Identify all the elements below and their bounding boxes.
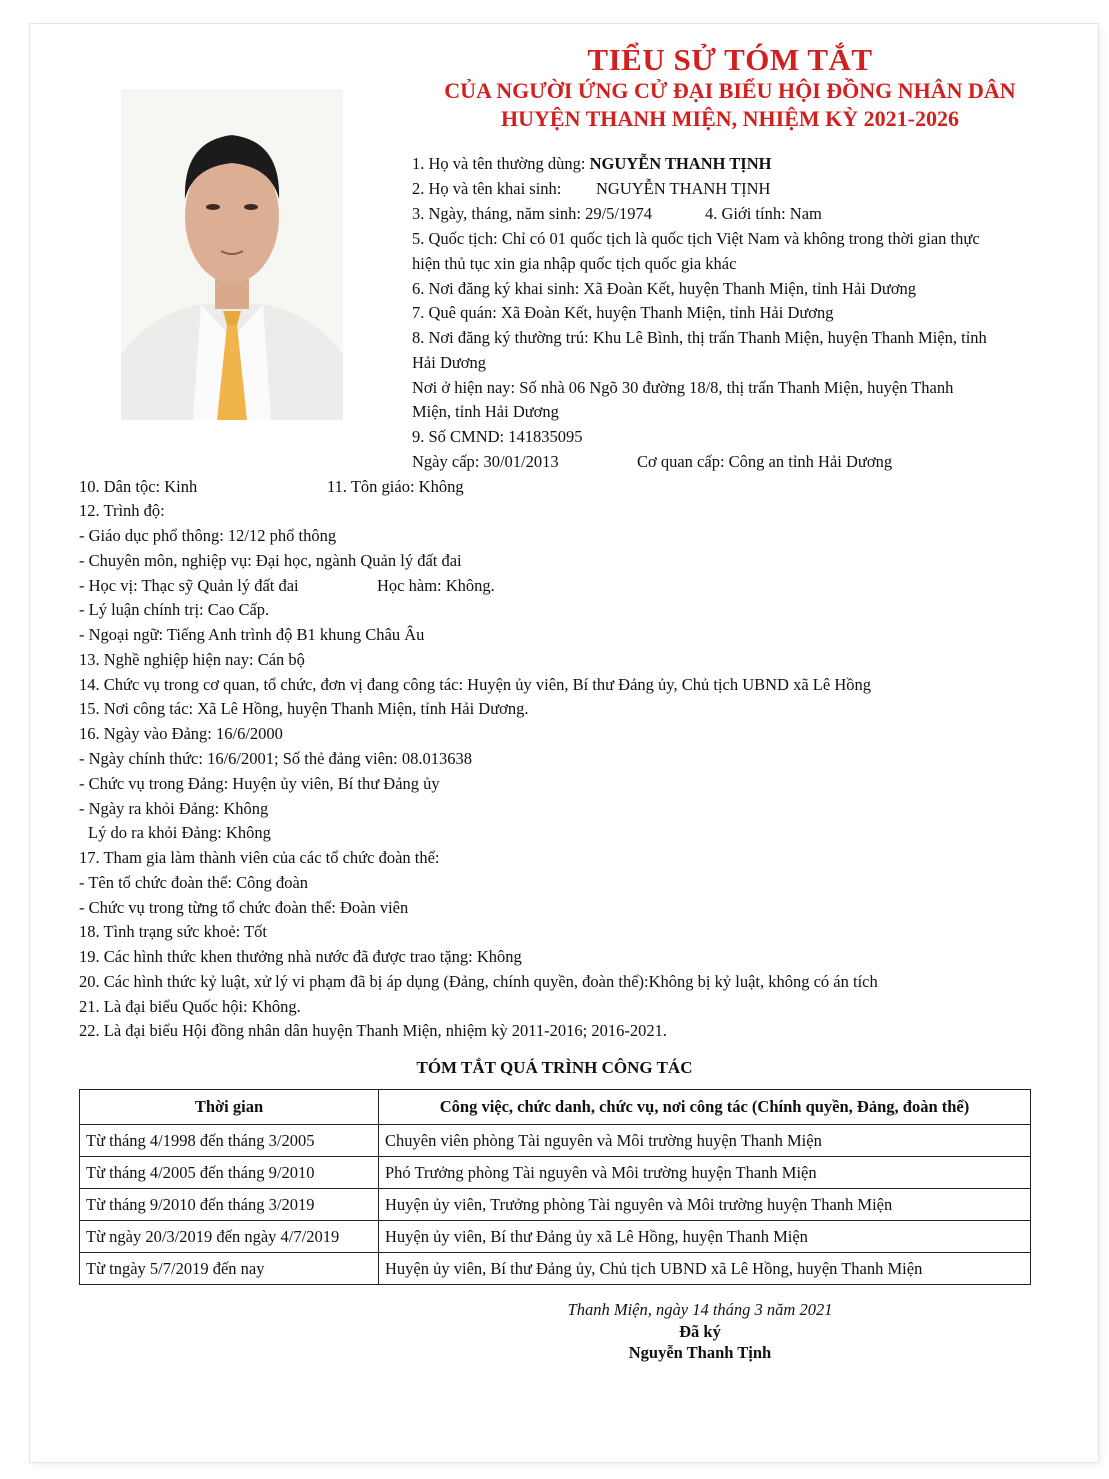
field-current-address: Nơi ở hiện nay: Số nhà 06 Ngõ 30 đường 18/8, thị trấn Thanh Miện, huyện Thanh xyxy=(412,378,954,397)
field-id-date: Ngày cấp: 30/01/2013 xyxy=(412,452,559,471)
field-degree: - Học vị: Thạc sỹ Quản lý đất đai xyxy=(79,576,299,595)
field-workplace: 15. Nơi công tác: Xã Lê Hồng, huyện Thanh Miện, tỉnh Hải Dương. xyxy=(79,699,529,718)
field-political-theory: - Lý luận chính trị: Cao Cấp. xyxy=(79,600,270,619)
document-subtitle: CỦA NGƯỜI ỨNG CỬ ĐẠI BIỂU HỘI ĐỒNG NHÂN DÂN xyxy=(444,78,1016,103)
table-cell-time: Từ tháng 4/2005 đến tháng 9/2010 xyxy=(80,1157,379,1189)
field-academic-title: Học hàm: Không. xyxy=(377,576,495,595)
field-council-member: 22. Là đại biểu Hội đồng nhân dân huyện Thanh Miện, nhiệm kỳ 2011-2016; 2016-2021. xyxy=(79,1021,667,1040)
field-value: NGUYỄN THANH TỊNH xyxy=(589,154,772,173)
field-label: 1. Họ và tên thường dùng: xyxy=(412,154,590,173)
field-party-date: 16. Ngày vào Đảng: 16/6/2000 xyxy=(79,724,283,743)
field-id-number: 9. Số CMND: 141835095 xyxy=(412,427,583,446)
field-education-heading: 12. Trình độ: xyxy=(79,501,165,520)
field-birthdate: 3. Ngày, tháng, năm sinh: 29/5/1974 xyxy=(412,204,652,223)
field-party-position: - Chức vụ trong Đảng: Huyện ủy viên, Bí thư Đảng ủy xyxy=(79,774,440,793)
field-permanent-address-cont: Hải Dương xyxy=(412,353,487,372)
field-professional: - Chuyên môn, nghiệp vụ: Đại học, ngành Quản lý đất đai xyxy=(79,551,462,570)
table-header-time: Thời gian xyxy=(80,1090,379,1125)
table-cell-time: Từ tháng 4/1998 đến tháng 3/2005 xyxy=(80,1125,379,1157)
table-cell-description: Huyện ủy viên, Trưởng phòng Tài nguyên và Môi trường huyện Thanh Miện xyxy=(379,1189,1031,1221)
field-discipline: 20. Các hình thức kỷ luật, xử lý vi phạm đã bị áp dụng (Đảng, chính quyền, đoàn thể):Không bị kỷ luật, không có án tích xyxy=(79,972,878,991)
field-nationality: 5. Quốc tịch: Chỉ có 01 quốc tịch là quốc tịch Việt Nam và không trong thời gian thực xyxy=(412,229,980,248)
field-permanent-address: 8. Nơi đăng ký thường trú: Khu Lê Bình, thị trấn Thanh Miện, huyện Thanh Miện, tỉnh xyxy=(412,328,987,347)
field-party-leave-date: - Ngày ra khỏi Đảng: Không xyxy=(79,799,269,818)
table-cell-description: Huyện ủy viên, Bí thư Đảng ủy, Chủ tịch UBND xã Lê Hồng, huyện Thanh Miện xyxy=(379,1253,1031,1285)
field-organizations: 17. Tham gia làm thành viên của các tổ chức đoàn thể: xyxy=(79,848,440,867)
table-cell-time: Từ tngày 5/7/2019 đến nay xyxy=(80,1253,379,1285)
field-general-education: - Giáo dục phổ thông: 12/12 phổ thông xyxy=(79,526,337,545)
signature-signed: Đã ký xyxy=(679,1322,721,1341)
field-birth-registration: 6. Nơi đăng ký khai sinh: Xã Đoàn Kết, huyện Thanh Miện, tỉnh Hải Dương xyxy=(412,279,917,298)
document-subtitle-2: HUYỆN THANH MIỆN, NHIỆM KỲ 2021-2026 xyxy=(501,106,959,131)
field-position: 14. Chức vụ trong cơ quan, tổ chức, đơn vị đang công tác: Huyện ủy viên, Bí thư Đảng ủy, Chủ tịch UBND xã Lê Hồng xyxy=(79,675,871,694)
field-party-official: - Ngày chính thức: 16/6/2001; Số thẻ đảng viên: 08.013638 xyxy=(79,749,472,768)
table-cell-description: Phó Trưởng phòng Tài nguyên và Môi trường huyện Thanh Miện xyxy=(379,1157,1031,1189)
field-birth-name-value: NGUYỄN THANH TỊNH xyxy=(596,179,771,198)
field-common-name xyxy=(412,154,771,174)
table-cell-time: Từ tháng 9/2010 đến tháng 3/2019 xyxy=(80,1189,379,1221)
table-cell-description: Chuyên viên phòng Tài nguyên và Môi trường huyện Thanh Miện xyxy=(379,1125,1031,1157)
document-title: TIỂU SỬ TÓM TẮT xyxy=(587,42,873,77)
work-history-heading: TÓM TẮT QUÁ TRÌNH CÔNG TÁC xyxy=(416,1058,693,1077)
field-organization-position: - Chức vụ trong từng tổ chức đoàn thể: Đoàn viên xyxy=(79,898,409,917)
table-row xyxy=(80,1189,1031,1221)
field-hometown: 7. Quê quán: Xã Đoàn Kết, huyện Thanh Miện, tỉnh Hải Dương xyxy=(412,303,834,322)
field-birth-name-label: 2. Họ và tên khai sinh: xyxy=(412,179,562,198)
table-row xyxy=(80,1253,1031,1285)
field-occupation: 13. Nghề nghiệp hiện nay: Cán bộ xyxy=(79,650,305,669)
field-awards: 19. Các hình thức khen thưởng nhà nước đã được trao tặng: Không xyxy=(79,947,522,966)
table-row xyxy=(80,1125,1031,1157)
table-row xyxy=(80,1221,1031,1253)
field-current-address-cont: Miện, tỉnh Hải Dương xyxy=(412,402,559,421)
portrait-photo xyxy=(121,89,343,420)
field-religion: 11. Tôn giáo: Không xyxy=(327,477,464,496)
signature-name: Nguyễn Thanh Tịnh xyxy=(628,1343,772,1362)
field-ethnicity: 10. Dân tộc: Kinh xyxy=(79,477,198,496)
field-foreign-language: - Ngoại ngữ: Tiếng Anh trình độ B1 khung Châu Âu xyxy=(79,625,425,644)
field-gender: 4. Giới tính: Nam xyxy=(705,204,822,223)
field-id-issuer: Cơ quan cấp: Công an tỉnh Hải Dương xyxy=(637,452,893,471)
field-party-leave-reason: Lý do ra khỏi Đảng: Không xyxy=(88,823,271,842)
table-header-row xyxy=(80,1090,1031,1125)
field-health: 18. Tình trạng sức khoẻ: Tốt xyxy=(79,922,267,941)
signature-place-date: Thanh Miện, ngày 14 tháng 3 năm 2021 xyxy=(567,1300,833,1319)
field-organization-name: - Tên tổ chức đoàn thể: Công đoàn xyxy=(79,873,309,892)
table-cell-description: Huyện ủy viên, Bí thư Đảng ủy xã Lê Hồng, huyện Thanh Miện xyxy=(379,1221,1031,1253)
table-cell-time: Từ ngày 20/3/2019 đến ngày 4/7/2019 xyxy=(80,1221,379,1253)
field-nationality-cont: hiện thủ tục xin gia nhập quốc tịch quốc gia khác xyxy=(412,254,737,273)
field-national-assembly: 21. Là đại biểu Quốc hội: Không. xyxy=(79,997,301,1016)
table-header-description: Công việc, chức danh, chức vụ, nơi công tác (Chính quyền, Đảng, đoàn thể) xyxy=(379,1090,1031,1125)
table-row xyxy=(80,1157,1031,1189)
work-history-table xyxy=(79,1089,1031,1285)
